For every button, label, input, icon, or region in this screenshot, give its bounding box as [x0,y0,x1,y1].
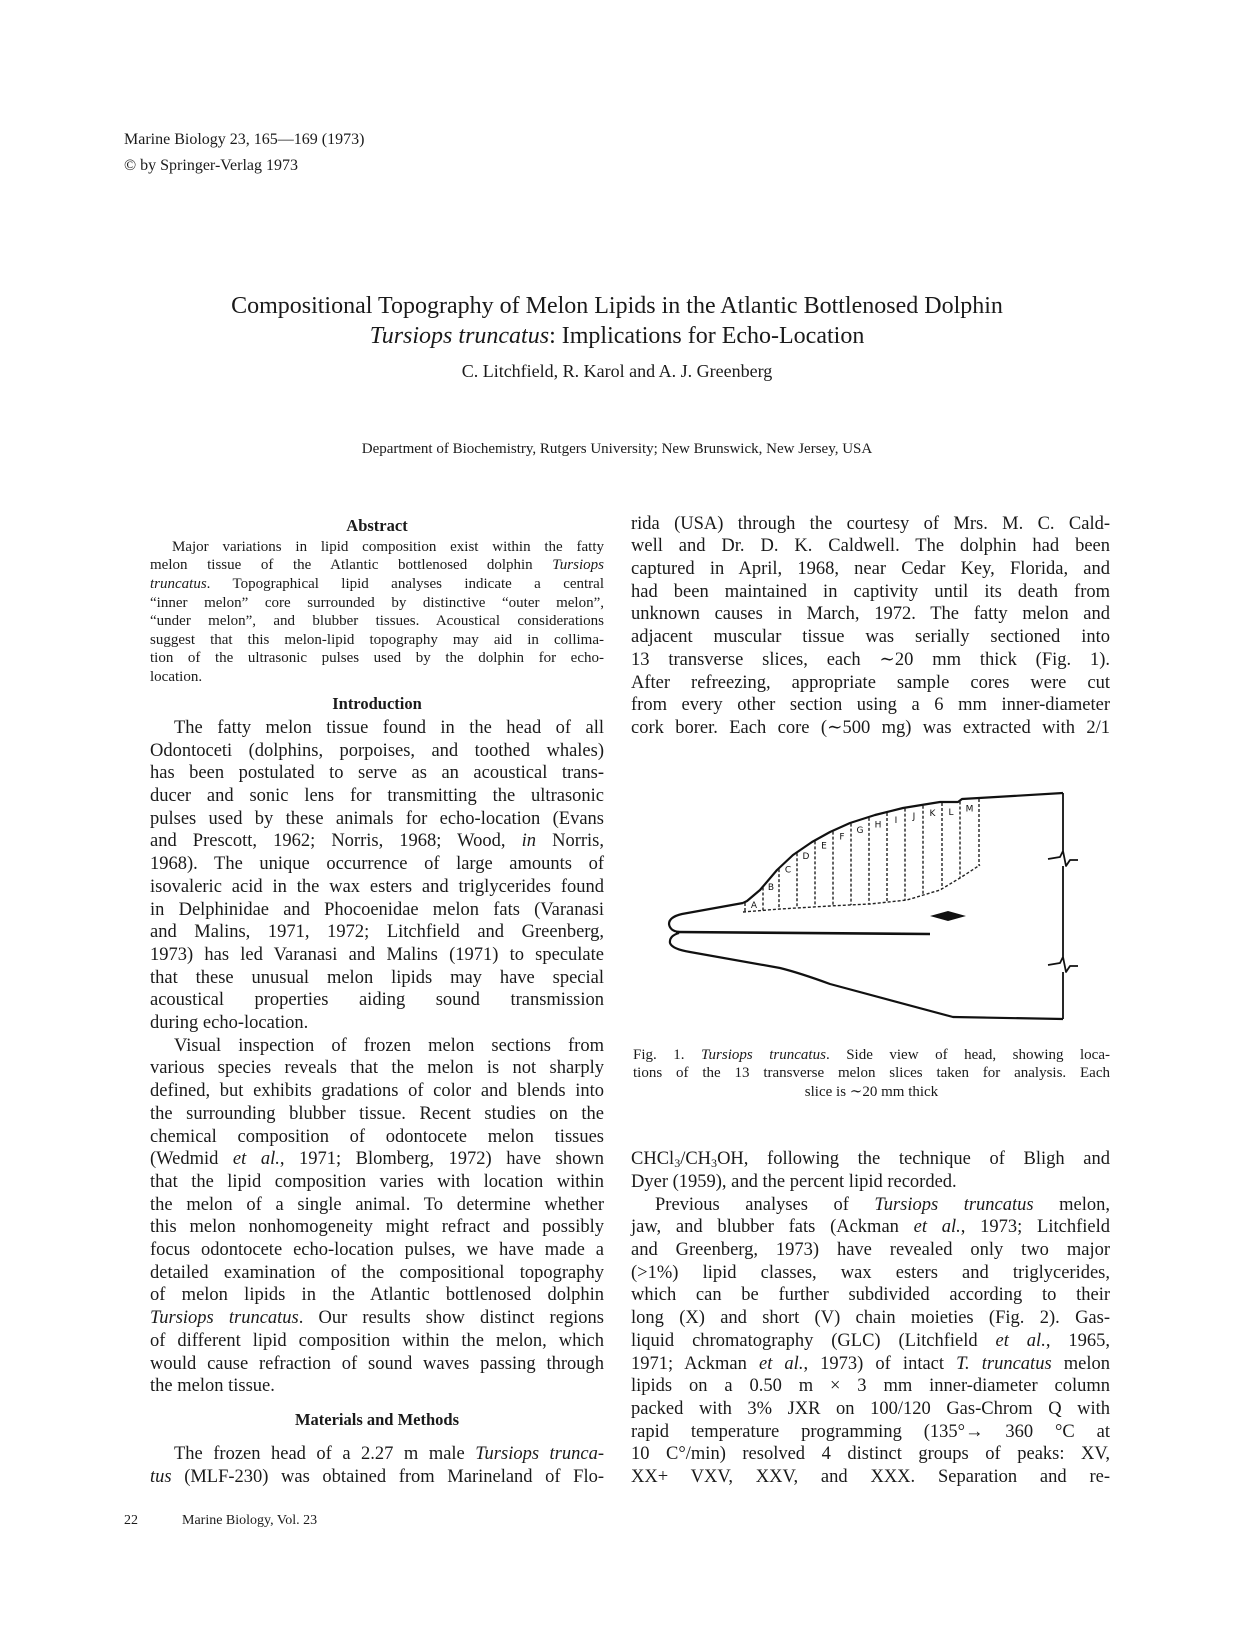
abstract-line [150,668,604,687]
text-run: and Greenberg, 1973) have revealed only two major [631,1240,1110,1261]
abstract-heading: Abstract [346,516,408,535]
body-line [150,1307,604,1330]
text-run: jaw, and blubber fats (Ackman [631,1217,914,1238]
text-run: from every other section using a 6 mm inner-diameter [631,695,1110,716]
slice-label: I [894,815,898,826]
slice-label: K [929,809,936,820]
text-run: liquid chromatography (GLC) (Litchfield [631,1330,996,1351]
abstract-line [150,575,604,594]
caption-line [633,1083,1110,1102]
text-run: melon, [1033,1194,1110,1215]
text-run: . Side view of head, showing loca- [825,1046,1110,1063]
body-line [150,1126,604,1149]
text-run: unknown causes in March, 1972. The fatty melon and [631,604,1110,625]
footer-journal: Marine Biology, Vol. 23 [182,1513,318,1528]
slice-label: C [784,865,792,876]
affiliation: Department of Biochemistry, Rutgers University; New Brunswick, New Jersey, USA [361,441,873,457]
text-run: location. [150,668,203,685]
text-run: the melon of a single animal. To determine whether [150,1194,604,1215]
body-line [150,1171,604,1194]
text-run: , 1973; Litchfield [960,1217,1110,1238]
body-line [631,1148,1110,1171]
body-line [150,785,604,808]
text-run: rida (USA) through the courtesy of Mrs. M. C. Cald- [631,513,1110,534]
body-line [150,921,604,944]
italic-text: et al. [758,1353,804,1374]
text-run: Odontoceti (dolphins, porpoises, and toothed whales) [150,740,604,761]
text-run: Previous analyses of [655,1194,875,1215]
text-run: tion of the ultrasonic pulses used by the dolphin for echo- [150,650,604,667]
figure-1-dolphin-head-diagram [660,785,1080,1030]
text-run: 1968). The unique occurrence of large amounts of [150,854,604,875]
body-line [150,1330,604,1353]
body-line [150,1262,604,1285]
italic-text: et al. [995,1330,1046,1351]
abstract-line [150,612,604,631]
body-line [150,1284,604,1307]
abstract-line [150,538,604,557]
text-run: melon [1051,1353,1110,1374]
text-run: captured in April, 1968, near Cedar Key, Florida, and [631,559,1110,580]
body-line [150,1216,604,1239]
slice-label: H [874,820,882,831]
text-run: pulses used by these animals for echo-location (Evans [150,808,604,829]
text-run: that the lipid composition varies with location within [150,1171,604,1192]
slice-label: B [767,883,775,894]
body-line [631,558,1110,581]
text-run: that these unusual melon lipids may have special [150,967,604,988]
body-line [150,1443,604,1466]
title-line-1: Compositional Topography of Melon Lipids in the Atlantic Bottlenosed Dolphin [231,293,1003,319]
text-run: in Delphinidae and Phocoenidae melon fats (Varanasi [150,899,604,920]
body-line [150,1194,604,1217]
text-run: chemical composition of odontocete melon tissues [150,1126,604,1147]
text-run: rapid temperature programming (135°→ 360 °C at [631,1421,1110,1442]
text-run: of different lipid composition within the melon, which [150,1330,604,1351]
text-run: . Our results show distinct regions [298,1308,604,1329]
text-run: , 1971; Blomberg, 1972) have shown [279,1149,604,1170]
body-line [631,535,1110,558]
slice-label: D [802,852,810,863]
body-line [150,1353,604,1376]
body-line [150,808,604,831]
text-run: (Wedmid [150,1149,233,1170]
text-run: various species reveals that the melon is not sharply [150,1058,604,1079]
title-subtitle: : Implications for Echo-Location [549,323,865,349]
body-line [631,1307,1110,1330]
text-run: “inner melon” core surrounded by distinctive “outer melon”, [150,594,604,611]
text-run: 1973) has led Varanasi and Malins (1971) to speculate [150,944,604,965]
caption-line [633,1064,1110,1083]
text-run: acoustical properties aiding sound transmission [150,990,604,1011]
text-run: suggest that this melon-lipid topography may aid in collima- [150,631,604,648]
italic-text: tus [150,1467,172,1488]
body-line [150,1103,604,1126]
text-run: had been maintained in captivity until its death from [631,581,1110,602]
text-run: OH, following the technique of Bligh and [717,1149,1110,1170]
body-line [150,1148,604,1171]
body-line [631,1421,1110,1444]
body-line [150,1035,604,1058]
italic-text: et al. [913,1217,961,1238]
text-run: ducer and sonic lens for transmitting the ultrasonic [150,786,604,807]
body-line [150,762,604,785]
slice-label: E [821,841,827,852]
body-line [631,513,1110,536]
body-line [631,672,1110,695]
body-line [631,1262,1110,1285]
mouth-line [676,932,930,934]
body-line [150,1012,604,1035]
text-run: The frozen head of a 2.27 m male [174,1444,476,1465]
text-run: CHCl [631,1149,675,1170]
text-run: lipids on a 0.50 m × 3 mm inner-diameter column [631,1376,1110,1397]
body-line [631,1375,1110,1398]
body-line [150,1239,604,1262]
body-line [631,603,1110,626]
text-run: XX+ VXV, XXV, and XXX. Separation and re- [631,1467,1110,1488]
body-line [150,876,604,899]
text-run: has been postulated to serve as an acoustical trans- [150,763,604,784]
melon-lower-boundary [743,865,980,912]
text-run: /CH [680,1149,712,1170]
italic-text: truncatus [150,575,207,592]
text-run: the surrounding blubber tissue. Recent studies on the [150,1103,604,1124]
text-run: isovaleric acid in the wax esters and triglycerides found [150,876,604,897]
text-run: long (X) and short (V) chain moieties (Fig. 2). Gas- [631,1308,1110,1329]
text-run: tions of the 13 transverse melon slices taken for analysis. Each [633,1065,1110,1082]
body-line [150,740,604,763]
text-run: the melon tissue. [150,1376,275,1397]
body-line [631,694,1110,717]
slice-label: A [750,901,758,912]
slice-label: L [948,808,954,818]
body-line [631,649,1110,672]
body-line [631,626,1110,649]
journal-citation: Marine Biology 23, 165—169 (1973) [124,131,365,148]
text-run: and Prescott, 1962; Norris, 1968; Wood, [150,831,522,852]
text-run: The fatty melon tissue found in the head of all [174,717,604,738]
slice-label: F [839,832,845,843]
text-run: detailed examination of the compositional topography [150,1262,604,1283]
body-line [150,944,604,967]
slice-label: G [856,825,864,836]
title-line-2 [124,323,1110,350]
slice-label: M [965,804,974,815]
abstract-line [150,594,604,613]
body-line [631,1330,1110,1353]
body-line [631,1216,1110,1239]
title-species: Tursiops truncatus [369,323,550,349]
italic-text: Tursiops truncatus [874,1194,1034,1215]
body-line [150,717,604,740]
text-run: “under melon”, and blubber tissues. Acoustical considerations [150,613,604,630]
body-line [150,1057,604,1080]
eye-icon [930,911,966,921]
body-line [150,967,604,990]
text-run: (MLF-230) was obtained from Marineland of Flo- [171,1467,604,1488]
body-line [150,899,604,922]
snout-upper-outline [669,903,743,932]
caption-line [633,1046,1110,1065]
text-run: Norris, [536,831,604,852]
text-run: 13 transverse slices, each ∼20 mm thick (Fig. 1). [631,649,1110,670]
italic-text: Tursiops truncatus [150,1308,299,1329]
abstract-line [150,556,604,575]
body-line [150,853,604,876]
body-line [150,1466,604,1489]
slice-label: J [912,812,916,823]
text-run: , 1973) of intact [803,1353,957,1374]
body-break-edge [1048,793,1078,1019]
body-line [150,1375,604,1398]
text-run: Dyer (1959), and the percent lipid recorded. [631,1171,957,1192]
authors: C. Litchfield, R. Karol and A. J. Greenberg [461,361,773,381]
body-line [631,581,1110,604]
body-line [631,1353,1110,1376]
text-run: 10 C°/min) resolved 4 distinct groups of peaks: XV, [631,1444,1110,1465]
text-run: of melon lipids in the Atlantic bottlenosed dolphin [150,1285,604,1306]
text-run: well and Dr. D. K. Caldwell. The dolphin had been [631,536,1110,557]
body-line [631,1466,1110,1489]
text-run: would cause refraction of sound waves passing through [150,1353,604,1374]
text-run: After refreezing, appropriate sample cores were cut [631,672,1110,693]
text-run: and Malins, 1971, 1972; Litchfield and Greenberg, [150,922,604,943]
italic-text: in [521,831,537,852]
subscript: 3 [711,1156,718,1171]
text-run: Major variations in lipid composition exist within the fatty [172,538,604,555]
body-line [150,830,604,853]
text-run: melon tissue of the Atlantic bottlenosed dolphin [150,557,553,574]
italic-text: Tursiops trunca- [475,1444,604,1465]
text-run: which can be further subdivided according to their [631,1285,1110,1306]
body-line [631,1443,1110,1466]
introduction-heading: Introduction [332,694,422,713]
text-run: 1971; Ackman [631,1353,759,1374]
body-line [150,1080,604,1103]
body-line [631,1194,1110,1217]
text-run: (>1%) lipid classes, wax esters and triglycerides, [631,1262,1110,1283]
text-run: during echo-location. [150,1013,309,1034]
text-run: , 1965, [1045,1330,1110,1351]
page-number: 22 [124,1513,138,1528]
body-line [631,1239,1110,1262]
body-line [631,717,1110,740]
subscript: 3 [674,1156,681,1171]
abstract-line [150,631,604,650]
text-run: defined, but exhibits gradations of color and blends into [150,1081,604,1102]
body-line [631,1284,1110,1307]
text-run: Fig. 1. [633,1046,702,1063]
text-run: this melon nonhomogeneity might refract and possibly [150,1217,604,1238]
italic-text: Tursiops truncatus [701,1046,826,1063]
abstract-line [150,649,604,668]
text-run: adjacent muscular tissue was serially sectioned into [631,627,1110,648]
head-upper-outline [743,793,1063,903]
italic-text: Tursiops [552,557,604,574]
text-run: cork borer. Each core (∼500 mg) was extracted with 2/1 [631,717,1110,738]
text-run: packed with 3% JXR on 100/120 Gas-Chrom Q with [631,1398,1110,1419]
methods-heading: Materials and Methods [294,1410,460,1429]
text-run: slice is ∼20 mm thick [804,1083,939,1100]
italic-text: T. truncatus [956,1353,1052,1374]
text-run: focus odontocete echo-location pulses, we have made a [150,1240,604,1261]
text-run: Visual inspection of frozen melon sections from [174,1035,604,1056]
text-run: . Topographical lipid analyses indicate a central [206,575,604,592]
copyright-notice: © by Springer-Verlag 1973 [124,157,299,174]
body-line [631,1398,1110,1421]
italic-text: et al. [232,1149,280,1170]
body-line [631,1171,1110,1194]
body-line [150,989,604,1012]
head-lower-outline [670,933,1063,1019]
